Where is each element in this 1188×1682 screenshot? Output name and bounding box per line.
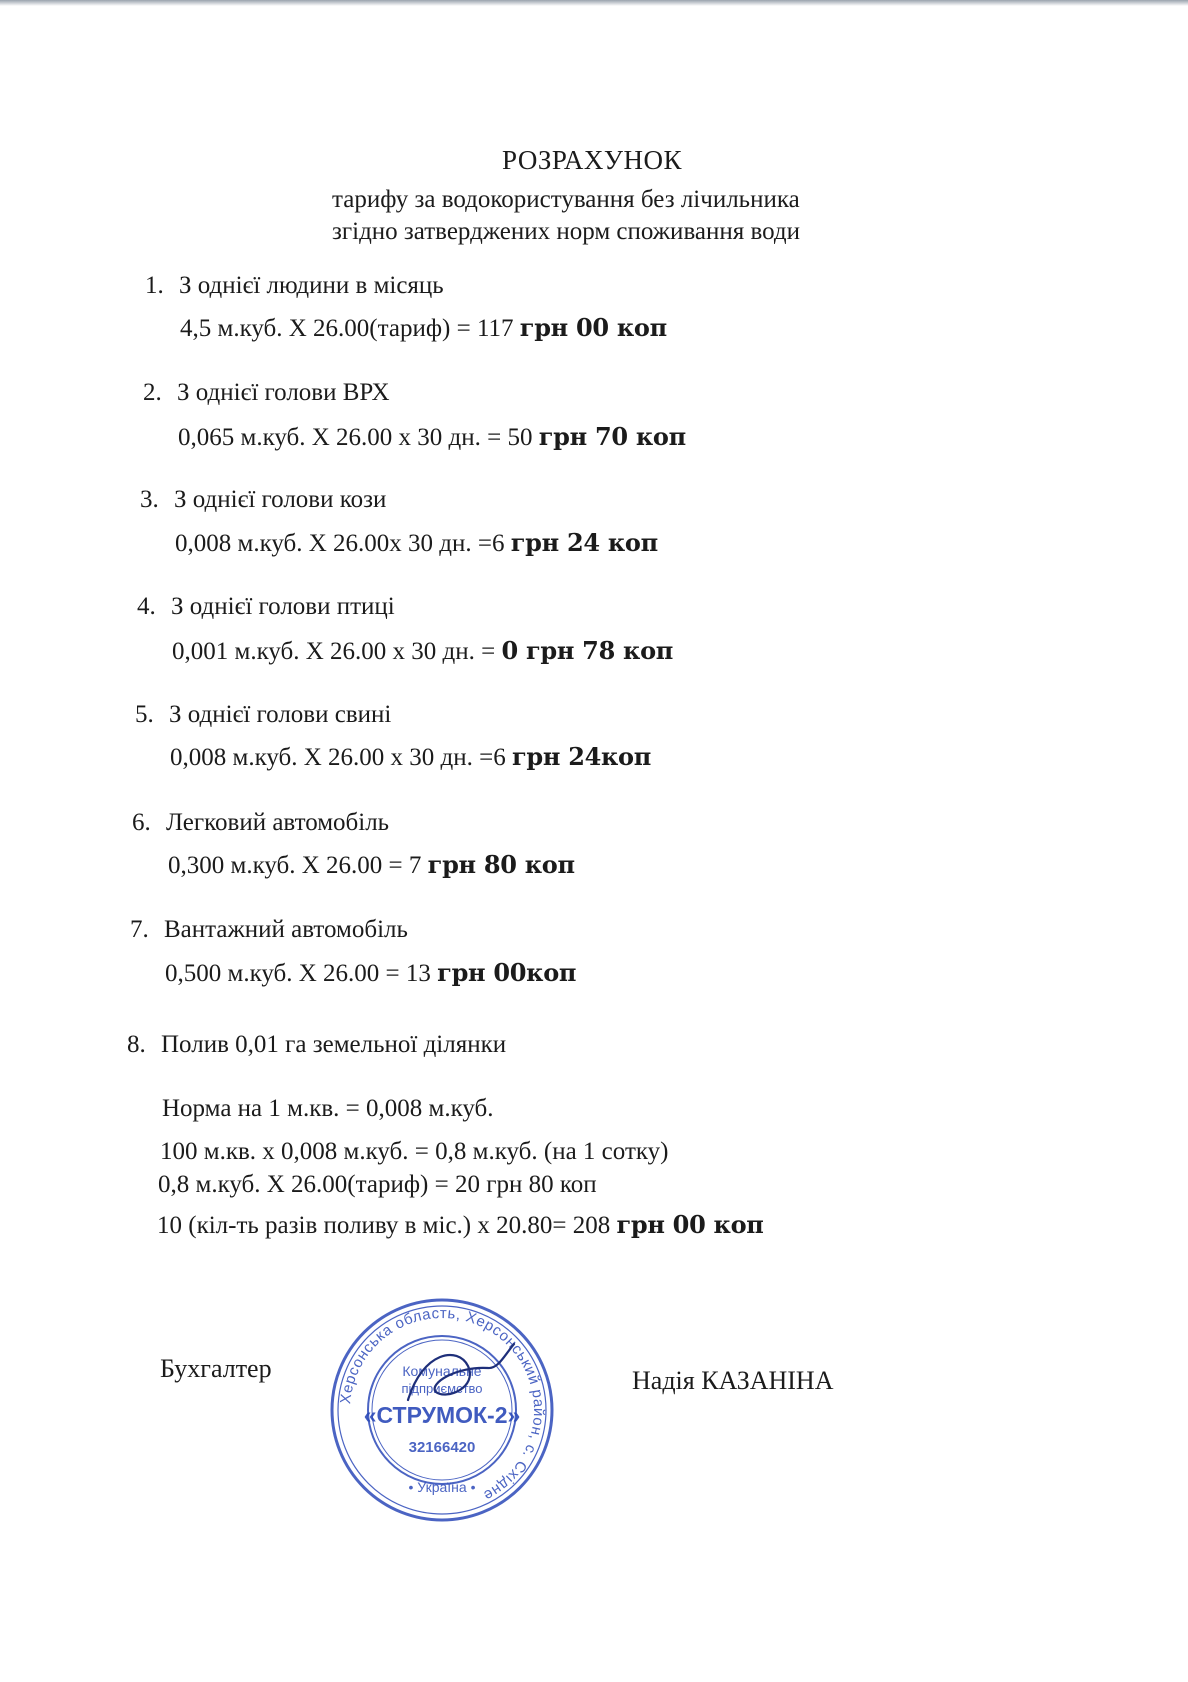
item-5-calculation xyxy=(170,742,651,773)
subtitle-line-2: згідно затверджених норм споживання води xyxy=(332,218,801,245)
item-number: 6. xyxy=(132,809,151,836)
list-item-3 xyxy=(140,485,386,515)
stamp-org-type-1: Комунальне xyxy=(402,1363,482,1379)
calc-result: грн 24 коп xyxy=(510,528,658,557)
calc-formula: 0,500 м.куб. Х 26.00 = 13 xyxy=(165,960,431,987)
calc-formula: 0,008 м.куб. Х 26.00 х 30 дн. =6 xyxy=(170,744,506,771)
item-number: 1. xyxy=(145,272,164,299)
item-label: З однієї людини в місяць xyxy=(179,272,444,299)
item-7-calculation xyxy=(165,958,576,989)
stamp-org-type-2: підприємство xyxy=(401,1381,483,1396)
irrigation-line-1: Норма на 1 м.кв. = 0,008 м.куб. xyxy=(162,1095,494,1122)
item-number: 2. xyxy=(143,379,162,406)
item-number: 8. xyxy=(127,1031,146,1058)
stamp-country: • Україна • xyxy=(408,1479,476,1495)
item-number: 5. xyxy=(135,701,154,728)
item-2-calculation xyxy=(178,422,686,453)
stamp-org-name: «СТРУМОК-2» xyxy=(363,1402,521,1428)
item-4-calculation xyxy=(172,636,673,667)
signatory-name: Надія КАЗАНІНА xyxy=(632,1366,834,1395)
item-label: З однієї голови птиці xyxy=(171,593,395,620)
irrigation-line-3: 0,8 м.куб. Х 26.00(тариф) = 20 грн 80 коп xyxy=(158,1171,597,1198)
list-item-6 xyxy=(132,808,389,838)
item-label: З однієї голови ВРХ xyxy=(177,379,390,406)
stamp-code: 32166420 xyxy=(408,1439,476,1456)
list-item-1 xyxy=(145,271,444,301)
calc-formula: 0,008 м.куб. Х 26.00х 30 дн. =6 xyxy=(175,530,505,557)
calc-formula: 0,300 м.куб. Х 26.00 = 7 xyxy=(168,852,422,879)
item-1-calculation xyxy=(180,313,667,344)
item-3-calculation xyxy=(175,528,658,559)
calc-formula: 0,065 м.куб. Х 26.00 х 30 дн. = 50 xyxy=(178,424,533,451)
calc-result: грн 00коп xyxy=(437,958,577,987)
list-item-4 xyxy=(137,592,395,622)
item-label: Легковий автомобіль xyxy=(166,809,390,836)
list-item-8 xyxy=(127,1030,506,1060)
calc-formula: 0,001 м.куб. Х 26.00 х 30 дн. = xyxy=(172,638,496,665)
item-6-calculation xyxy=(168,850,575,881)
calc-result: грн 00 коп xyxy=(519,313,667,342)
calc-result: грн 80 коп xyxy=(427,850,575,879)
irrigation-line-4 xyxy=(157,1210,764,1241)
calc-result: грн 70 коп xyxy=(538,422,686,451)
calc-formula: 4,5 м.куб. Х 26.00(тариф) = 117 xyxy=(180,315,514,342)
calc-result: 0 грн 78 коп xyxy=(501,636,674,665)
list-item-2 xyxy=(143,378,390,408)
official-stamp xyxy=(328,1296,556,1524)
scan-edge xyxy=(0,0,1188,6)
list-item-5 xyxy=(135,700,391,730)
item-number: 7. xyxy=(130,916,149,943)
item-number: 4. xyxy=(137,593,156,620)
stamp-outer-text: Херсонська область, Херсонський район, с. Східне xyxy=(337,1304,548,1505)
item-label: З однієї голови кози xyxy=(174,486,387,513)
document-title: РОЗРАХУНОК xyxy=(502,145,683,175)
list-item-7 xyxy=(130,915,408,945)
calc-formula: 10 (кіл-ть разів поливу в міс.) х 20.80= 208 xyxy=(157,1212,611,1239)
signatory-role: Бухгалтер xyxy=(160,1354,272,1383)
item-label: Вантажний автомобіль xyxy=(164,916,408,943)
calc-result: грн 00 коп xyxy=(616,1210,764,1239)
item-number: 3. xyxy=(140,486,159,513)
item-label: Полив 0,01 га земельної ділянки xyxy=(161,1031,507,1058)
item-label: З однієї голови свині xyxy=(169,701,392,728)
irrigation-line-2: 100 м.кв. х 0,008 м.куб. = 0,8 м.куб. (на 1 сотку) xyxy=(160,1138,669,1165)
subtitle-line-1: тарифу за водокористування без лічильника xyxy=(332,186,800,213)
calc-result: грн 24коп xyxy=(512,742,652,771)
